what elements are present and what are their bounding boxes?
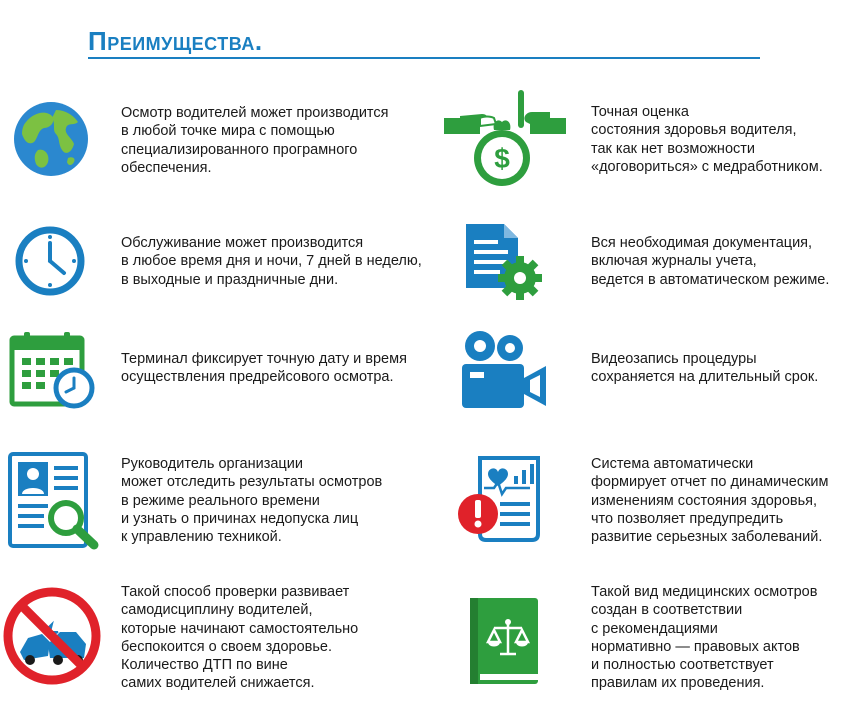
text-line: в выходные и праздничные дни. (121, 271, 339, 288)
svg-text:$: $ (494, 143, 510, 174)
text-line: развитие серьезных заболеваний. (591, 529, 823, 546)
text-line: Такой способ проверки развивает (121, 584, 350, 600)
text-line: Количество ДТП по вине (121, 657, 288, 674)
advantage-health-report (591, 455, 829, 546)
profile-search-icon (8, 452, 100, 550)
text-line: специализированного програмного (121, 141, 358, 158)
document-gear-icon (462, 222, 544, 304)
text-line: осуществления предрейсового осмотра. (121, 369, 394, 386)
text-line: в любое время дня и ночи, 7 дней в неделю, (121, 253, 422, 270)
text-line: Обслуживание может производится (121, 235, 364, 251)
text-line: состояния здоровья водителя, (591, 122, 797, 139)
no-bribe-icon (440, 88, 570, 192)
text-line: беспокоится о своем здоровье. (121, 638, 332, 655)
text-line: что позволяет предупредить (591, 510, 784, 527)
text-line: которые начинают самостоятельно (121, 620, 359, 637)
page-title: Преимущества. (88, 26, 263, 56)
text-line: включая журналы учета, (591, 253, 757, 270)
text-line: Видеозапись процедуры (591, 351, 757, 367)
no-car-crash-icon (2, 586, 102, 686)
text-line: Руководитель организации (121, 456, 303, 472)
calendar-clock-icon (8, 330, 96, 410)
text-line: Вся необходимая документация, (591, 235, 813, 251)
text-line: обеспечения. (121, 159, 212, 176)
text-line: самих водителей снижается. (121, 675, 315, 692)
advantage-timestamp (121, 350, 407, 387)
text-line: самодисциплину водителей, (121, 602, 313, 619)
text-line: Осмотр водителей может производится (121, 105, 389, 121)
advantage-24-7-service (121, 234, 422, 289)
text-line: Такой вид медицинских осмотров (591, 584, 818, 600)
text-line: изменениям состояния здоровья, (591, 492, 818, 509)
text-line: формирует отчет по динамическим (591, 474, 829, 491)
text-line: в режиме реального времени (121, 492, 320, 509)
advantage-regulatory-compliance (591, 583, 817, 693)
video-camera-icon (458, 328, 550, 412)
text-line: и полностью соответствует (591, 657, 774, 674)
text-line: правилам их проведения. (591, 675, 765, 692)
text-line: сохраняется на длительный срок. (591, 369, 819, 386)
medical-report-alert-icon (454, 454, 550, 550)
text-line: Система автоматически (591, 456, 754, 472)
title-underline (88, 57, 760, 59)
advantage-auto-documentation (591, 234, 829, 289)
advantage-realtime-monitoring (121, 455, 382, 546)
text-line: нормативно — правовых актов (591, 638, 800, 655)
text-line: ведется в автоматическом режиме. (591, 271, 830, 288)
text-line: «договориться» с медработником. (591, 158, 823, 175)
law-book-icon (466, 596, 544, 688)
text-line: и узнать о причинах недопуска лиц (121, 510, 359, 527)
text-line: Терминал фиксирует точную дату и время (121, 351, 407, 367)
advantage-accurate-assessment (591, 103, 823, 176)
advantage-global-access (121, 104, 389, 177)
text-line: к управлению техникой. (121, 529, 282, 546)
text-line: создан в соответствии (591, 602, 743, 619)
clock-icon (14, 225, 86, 297)
text-line: Точная оценка (591, 104, 689, 120)
text-line: с рекомендациями (591, 620, 718, 637)
advantage-self-discipline (121, 583, 358, 693)
text-line: так как нет возможности (591, 140, 755, 157)
text-line: в любой точке мира с помощью (121, 123, 335, 140)
globe-icon (12, 100, 90, 178)
advantage-video-recording (591, 350, 818, 387)
text-line: может отследить результаты осмотров (121, 474, 383, 491)
